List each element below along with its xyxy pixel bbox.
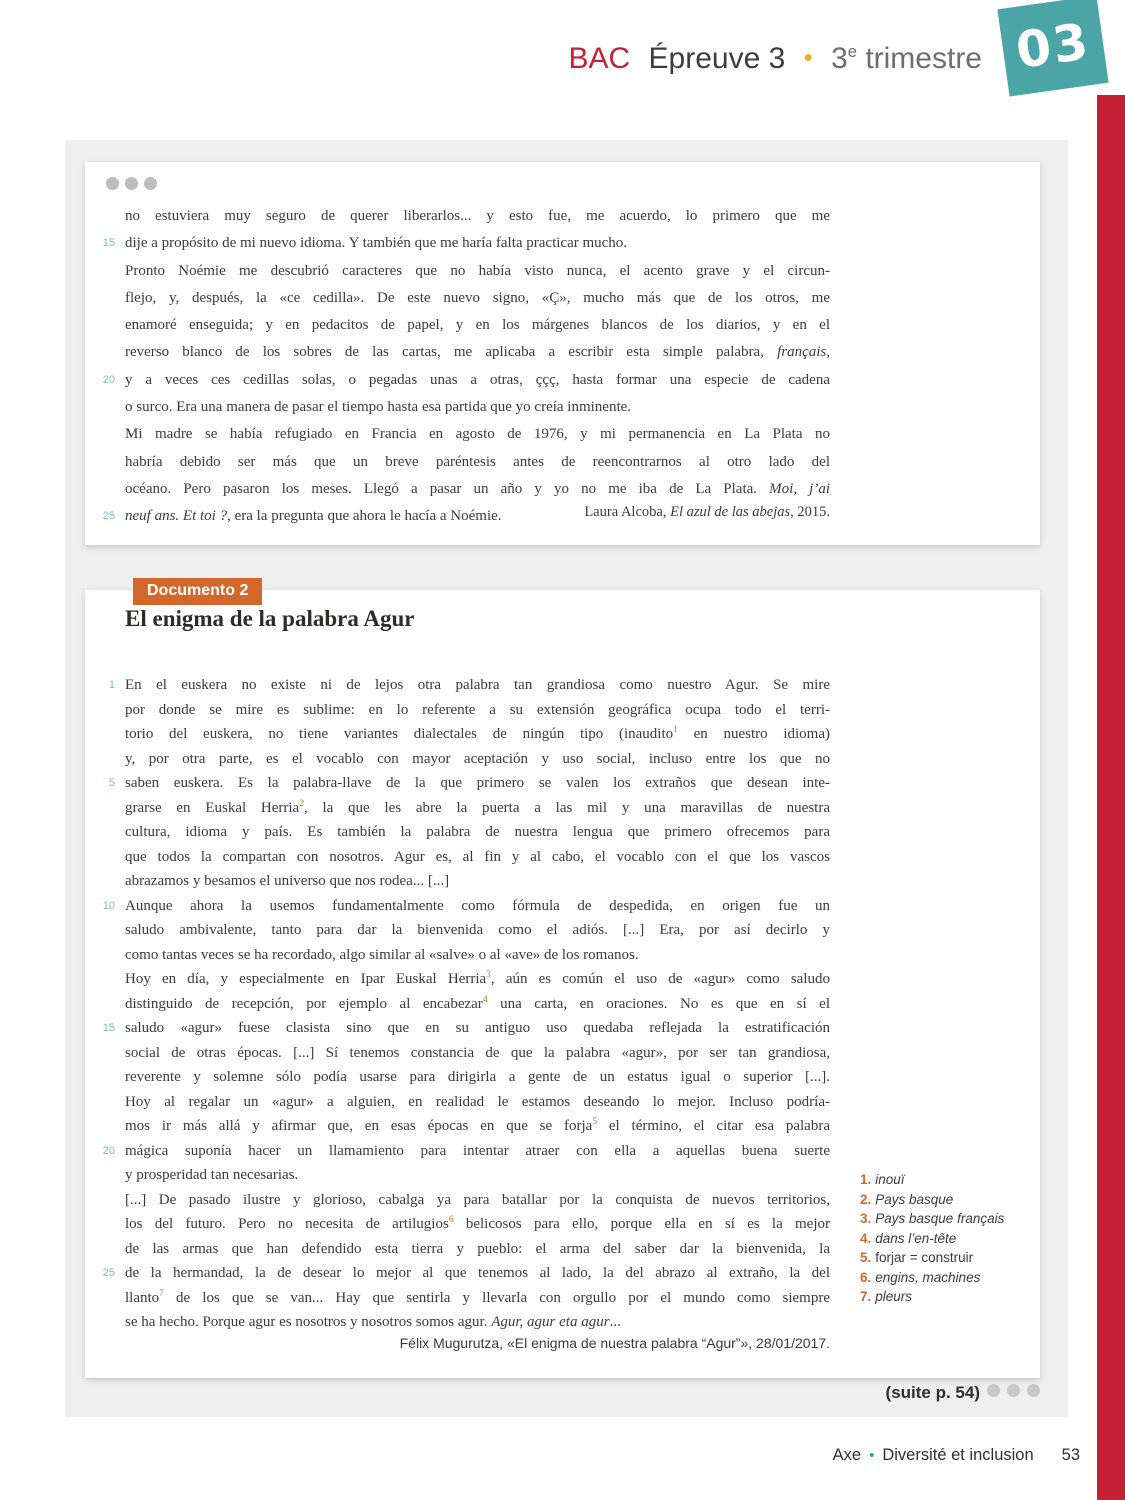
text-line [125, 312, 830, 339]
text-segment: mágica suponía hacer un llamamiento para intentar atraer con ella a aquellas buena suerte [125, 1142, 830, 1159]
text-segment: , la que les abre la puerta a las mil y una maravillas de nuestra [303, 799, 830, 816]
footnote-number: 5. [860, 1250, 872, 1265]
text-segment: mos ir más allá y afirmar que, en esas épocas en que se forja [125, 1118, 593, 1134]
line-number: 20 [102, 373, 115, 386]
attribution-year: , 2015. [790, 504, 830, 520]
dot-icon [987, 1384, 1000, 1397]
line-number: 1 [108, 679, 115, 691]
footnote-item [860, 1190, 1035, 1210]
footnote-text: engins, machines [875, 1269, 981, 1285]
text-segment: se ha hecho. Porque agur es nosotros y nosotros somos agur. [125, 1314, 492, 1330]
document-1-text [102, 203, 830, 531]
text-segment: enamoré enseguida; y en pedacitos de papel, y en los márgenes blancos de los diarios, y en el [125, 317, 830, 334]
text-line-content [125, 285, 830, 312]
text-line-content [125, 869, 830, 894]
document-2-card [85, 590, 1040, 1378]
header-bac-label: BAC [568, 42, 631, 75]
text-line [102, 367, 830, 394]
line-number: 5 [108, 777, 115, 789]
text-segment: [...] De pasado ilustre y glorioso, cabalga ya para batallar por la conquista de nuevos territorios, [125, 1191, 830, 1208]
text-line-content [125, 1212, 830, 1237]
footer-axe-label: Axe [832, 1446, 862, 1464]
document-2-attribution: Félix Mugurutza, «El enigma de nuestra palabra “Agur”», 28/01/2017. [399, 1335, 830, 1351]
text-segment: de las armas que han defendido esta tierra y pueblo: el arma del saber dar la bienvenida, la [125, 1240, 830, 1257]
text-line-content [125, 203, 830, 230]
text-line-content [125, 673, 830, 698]
text-line [125, 449, 830, 476]
text-segment: saben euskera. Es la palabra-llave de la que primero se valen los extraños que desean inte- [125, 775, 830, 791]
text-segment: océano. Pero pasaron los meses. Llegó a pasar un año y yo no me iba de La Plata. [125, 480, 770, 497]
text-line [125, 203, 830, 230]
text-line-content [125, 1041, 830, 1066]
text-segment: que todos la compartan con nosotros. Agur es, al fin y al cabo, el vocablo con el que los vascos [125, 848, 830, 865]
continuation-dots-top [106, 177, 163, 195]
suite-label: (suite p. 54) [885, 1383, 980, 1402]
header-trimestre-label [831, 42, 982, 75]
footnote-item [860, 1287, 1035, 1307]
line-number: 25 [102, 510, 115, 523]
text-segment: neuf ans. Et toi ? [125, 508, 228, 525]
text-segment: no estuviera muy seguro de querer liberarlos... y esto fue, me acuerdo, lo primero que me [125, 208, 830, 224]
text-segment: En el euskera no existe ni de lejos otra palabra tan grandiosa como nuestro Agur. Se mire [125, 677, 830, 693]
footnote-text: Pays basque français [875, 1211, 1005, 1226]
text-line-content [125, 367, 830, 394]
text-line-content [125, 722, 830, 747]
text-line-content [125, 1286, 830, 1311]
text-segment: Agur, agur eta agur [491, 1314, 610, 1330]
page-footer [833, 1446, 1080, 1465]
text-segment: Hoy en día, y especialmente en Ipar Euskal Herria [125, 971, 487, 987]
text-line [125, 1114, 830, 1139]
text-line-content [125, 1065, 830, 1090]
text-line [102, 1016, 830, 1041]
text-line-content [125, 1237, 830, 1262]
text-line [125, 1065, 830, 1090]
text-segment: como tantas veces se ha recordado, algo similar al «salve» o al «ave» de los romanos. [125, 946, 639, 963]
text-segment: Mi madre se había refugiado en Francia en agosto de 1976, y mi permanencia en La Plata no [125, 426, 830, 443]
trimestre-number: 3 [831, 42, 848, 75]
text-line [125, 698, 830, 723]
footnote-number: 3. [860, 1211, 872, 1226]
unit-number-badge [997, 0, 1108, 97]
footnote-number: 2. [860, 1191, 872, 1207]
dot-icon [106, 177, 119, 190]
footnote-text: inouï [875, 1172, 905, 1187]
text-line-content [125, 339, 830, 366]
text-segment: social de otras épocas. [...] Sí tenemos constancia de que la palabra «agur», por ser tan grandiosa, [125, 1044, 830, 1061]
text-segment: torio del euskera, no tiene variantes dialectales de ningún tipo (inaudito [125, 726, 674, 742]
text-line [125, 967, 830, 992]
text-segment: reverente y solemne sólo podía usarse para dirigirla a gente de un estatus igual o superior [...]. [125, 1069, 830, 1085]
text-segment: Aunque ahora la usemos fundamentalmente como fórmula de despedida, en origen fue un [125, 897, 830, 914]
footnote-item [860, 1170, 1035, 1190]
document-1-attribution [125, 504, 830, 521]
line-number: 20 [102, 1144, 115, 1157]
text-line-content [125, 476, 830, 503]
text-line [108, 771, 830, 796]
text-line-content [125, 918, 830, 943]
footnote-number: 6. [860, 1269, 872, 1285]
text-line [125, 258, 830, 285]
text-segment: , aún es común el uso de «agur» como saludo [490, 971, 830, 987]
text-line [125, 1237, 830, 1262]
dot-icon [1007, 1384, 1020, 1397]
text-line-content [125, 1188, 830, 1213]
continuation-note [886, 1383, 1040, 1403]
footnote-number: 7. [860, 1289, 872, 1304]
text-line-content [125, 820, 830, 845]
header-epreuve-label: Épreuve 3 [648, 42, 786, 75]
text-line [102, 1261, 830, 1286]
text-segment: o surco. Era una manera de pasar el tiempo hasta esa partida que yo creía inminente. [125, 399, 632, 416]
text-segment: reverso blanco de los sobres de las cartas, me aplicaba a escribir esta simple palabra, [125, 344, 778, 361]
text-line [102, 230, 830, 257]
continuation-dots-bottom [980, 1384, 1040, 1402]
text-line [125, 394, 830, 421]
text-segment: belicosos para ello, porque ella en sí es la mejor [453, 1216, 830, 1232]
text-line [125, 1212, 830, 1237]
footnote-item [860, 1248, 1035, 1268]
text-line-content [125, 845, 830, 870]
footnotes-list [860, 1170, 1035, 1307]
text-line [125, 820, 830, 845]
footnote-reference: 3 [486, 970, 491, 980]
attribution-author: Laura Alcoba, [584, 504, 671, 520]
text-line-content [125, 421, 830, 448]
text-line [125, 1188, 830, 1213]
text-line [125, 476, 830, 503]
text-segment: flejo, y, después, la «ce cedilla». De este nuevo signo, «Ç», mucho más que de los otros, me [125, 289, 830, 306]
text-line-content [125, 1114, 830, 1139]
text-segment: cultura, idioma y país. Es también la palabra de nuestra lengua que primero ofrecemos para [125, 824, 830, 840]
text-line-content [125, 992, 830, 1017]
document-2-tag: Documento 2 [133, 578, 262, 605]
footnote-item [860, 1209, 1035, 1229]
footer-separator-dot: • [869, 1447, 875, 1464]
text-segment: Pronto Noémie me descubrió caracteres que no había visto nunca, el acento grave y el circun- [125, 262, 830, 279]
text-line-content [125, 1016, 830, 1041]
text-segment: el término, el citar esa palabra [597, 1118, 830, 1134]
text-segment: français, [777, 344, 830, 361]
text-line-content [125, 230, 830, 257]
text-line-content [125, 1163, 830, 1188]
attribution-work-title: El azul de las abejas [670, 504, 791, 520]
text-line-content [125, 698, 830, 723]
text-line-content [125, 312, 830, 339]
text-line [125, 339, 830, 366]
text-line-content [125, 796, 830, 821]
text-line [125, 1090, 830, 1115]
footnote-reference: 6 [448, 1215, 454, 1225]
text-line [125, 943, 830, 968]
red-accent-stripe [1097, 95, 1125, 1500]
text-line-content [125, 1310, 830, 1335]
text-line [125, 285, 830, 312]
text-line-content [125, 1139, 830, 1164]
document-1-card [85, 162, 1040, 545]
footnote-number: 1. [860, 1172, 872, 1187]
dot-icon [125, 177, 138, 190]
footnote-reference: 1 [673, 725, 678, 735]
footnote-text: forjar = construir [875, 1250, 974, 1265]
page-header [569, 42, 982, 76]
text-segment: y prosperidad tan necesarias. [125, 1167, 299, 1183]
text-segment: distinguido de recepción, por ejemplo al encabezar [125, 995, 483, 1012]
dot-icon [1027, 1384, 1040, 1397]
footnote-reference: 5 [592, 1117, 598, 1127]
dot-icon [144, 177, 157, 190]
page-number: 53 [1061, 1446, 1080, 1464]
footer-section-label: Diversité et inclusion [882, 1446, 1034, 1464]
text-segment: y a veces ces cedillas solas, o pegadas unas a otras, ççç, hasta formar una especie de cadena [125, 371, 830, 388]
text-line [125, 992, 830, 1017]
text-segment: saludo «agur» fuese clasista sino que en su antiguo uso quedaba reflejada la estratificación [125, 1020, 830, 1036]
footnote-text: pleurs [875, 1289, 913, 1304]
footnote-number: 4. [860, 1230, 872, 1246]
text-segment: Moi, j’ai [769, 480, 830, 497]
footnote-reference: 2 [299, 798, 304, 809]
text-segment: habría debido ser más que un breve paréntesis antes de reencontrarnos al otro lado del [125, 453, 830, 470]
text-line [125, 796, 830, 821]
text-segment: grarse en Euskal Herria [125, 799, 300, 816]
text-segment: ... [609, 1314, 621, 1330]
text-segment: y, por otra parte, es el vocablo con mayor aceptación y uso social, incluso entre los que no [125, 750, 830, 767]
footnote-reference: 4 [482, 994, 488, 1005]
text-line [125, 869, 830, 894]
text-line [102, 894, 830, 919]
text-line-content [125, 258, 830, 285]
unit-number: 03 [1012, 12, 1094, 80]
text-line-content [125, 967, 830, 992]
text-segment: en nuestro idioma) [677, 726, 830, 742]
text-line-content [125, 1090, 830, 1115]
text-line [125, 1041, 830, 1066]
text-line-content [125, 771, 830, 796]
text-line [125, 722, 830, 747]
line-number: 10 [102, 899, 115, 912]
text-segment: abrazamos y besamos el universo que nos rodea... [...] [125, 873, 450, 889]
text-segment: saludo ambivalente, tanto para dar la bienvenida como el adiós. [...] Era, por así decirlo y [125, 922, 830, 938]
text-line [125, 421, 830, 448]
text-segment: , era la pregunta que ahora le hacía a Noémie. [227, 508, 502, 525]
document-2-text [102, 673, 830, 1335]
footnote-text: Pays basque [875, 1191, 954, 1207]
line-number: 15 [102, 237, 115, 250]
footnote-item [860, 1268, 1035, 1288]
text-line [125, 845, 830, 870]
text-line [102, 1139, 830, 1164]
text-segment: una carta, en oraciones. No es que en sí el [487, 995, 830, 1012]
text-segment: de los que se van... Hay que sentirla y llevarla con orgullo por el mundo como siempre [163, 1289, 830, 1306]
text-line-content [125, 747, 830, 772]
trimestre-ordinal: e [847, 43, 857, 61]
header-separator-dot: • [803, 42, 813, 72]
footnote-item [860, 1229, 1035, 1249]
text-line-content [125, 394, 830, 421]
footnote-text: dans l’en-tête [875, 1230, 957, 1246]
text-line [125, 1286, 830, 1311]
text-line [125, 918, 830, 943]
text-line-content [125, 943, 830, 968]
text-segment: los del futuro. Pero no necesita de artilugios [125, 1216, 449, 1232]
document-2-title: El enigma de la palabra Agur [125, 606, 415, 631]
text-segment: dije a propósito de mi nuevo idioma. Y también que me haría falta practicar mucho. [125, 235, 628, 252]
text-segment: de la hermandad, la de desear lo mejor al que tenemos al lado, la del abrazo al extraño, la del [125, 1265, 830, 1281]
text-line [125, 1163, 830, 1188]
text-line [108, 673, 830, 698]
line-number: 15 [102, 1022, 115, 1034]
trimestre-word: trimestre [856, 42, 982, 75]
line-number: 25 [102, 1267, 115, 1279]
text-segment: por donde se mire es sublime: en lo referente a su extensión geográfica ocupa todo el terri- [125, 701, 830, 718]
text-line-content [125, 894, 830, 919]
text-line-content [125, 449, 830, 476]
text-line [125, 747, 830, 772]
text-line [125, 1310, 830, 1335]
text-segment: llanto [125, 1289, 160, 1306]
text-line-content [125, 1261, 830, 1286]
text-segment: Hoy al regalar un «agur» a alguien, en realidad le estamos deseando lo mejor. Incluso podría- [125, 1093, 830, 1110]
footnote-reference: 7 [159, 1288, 164, 1299]
